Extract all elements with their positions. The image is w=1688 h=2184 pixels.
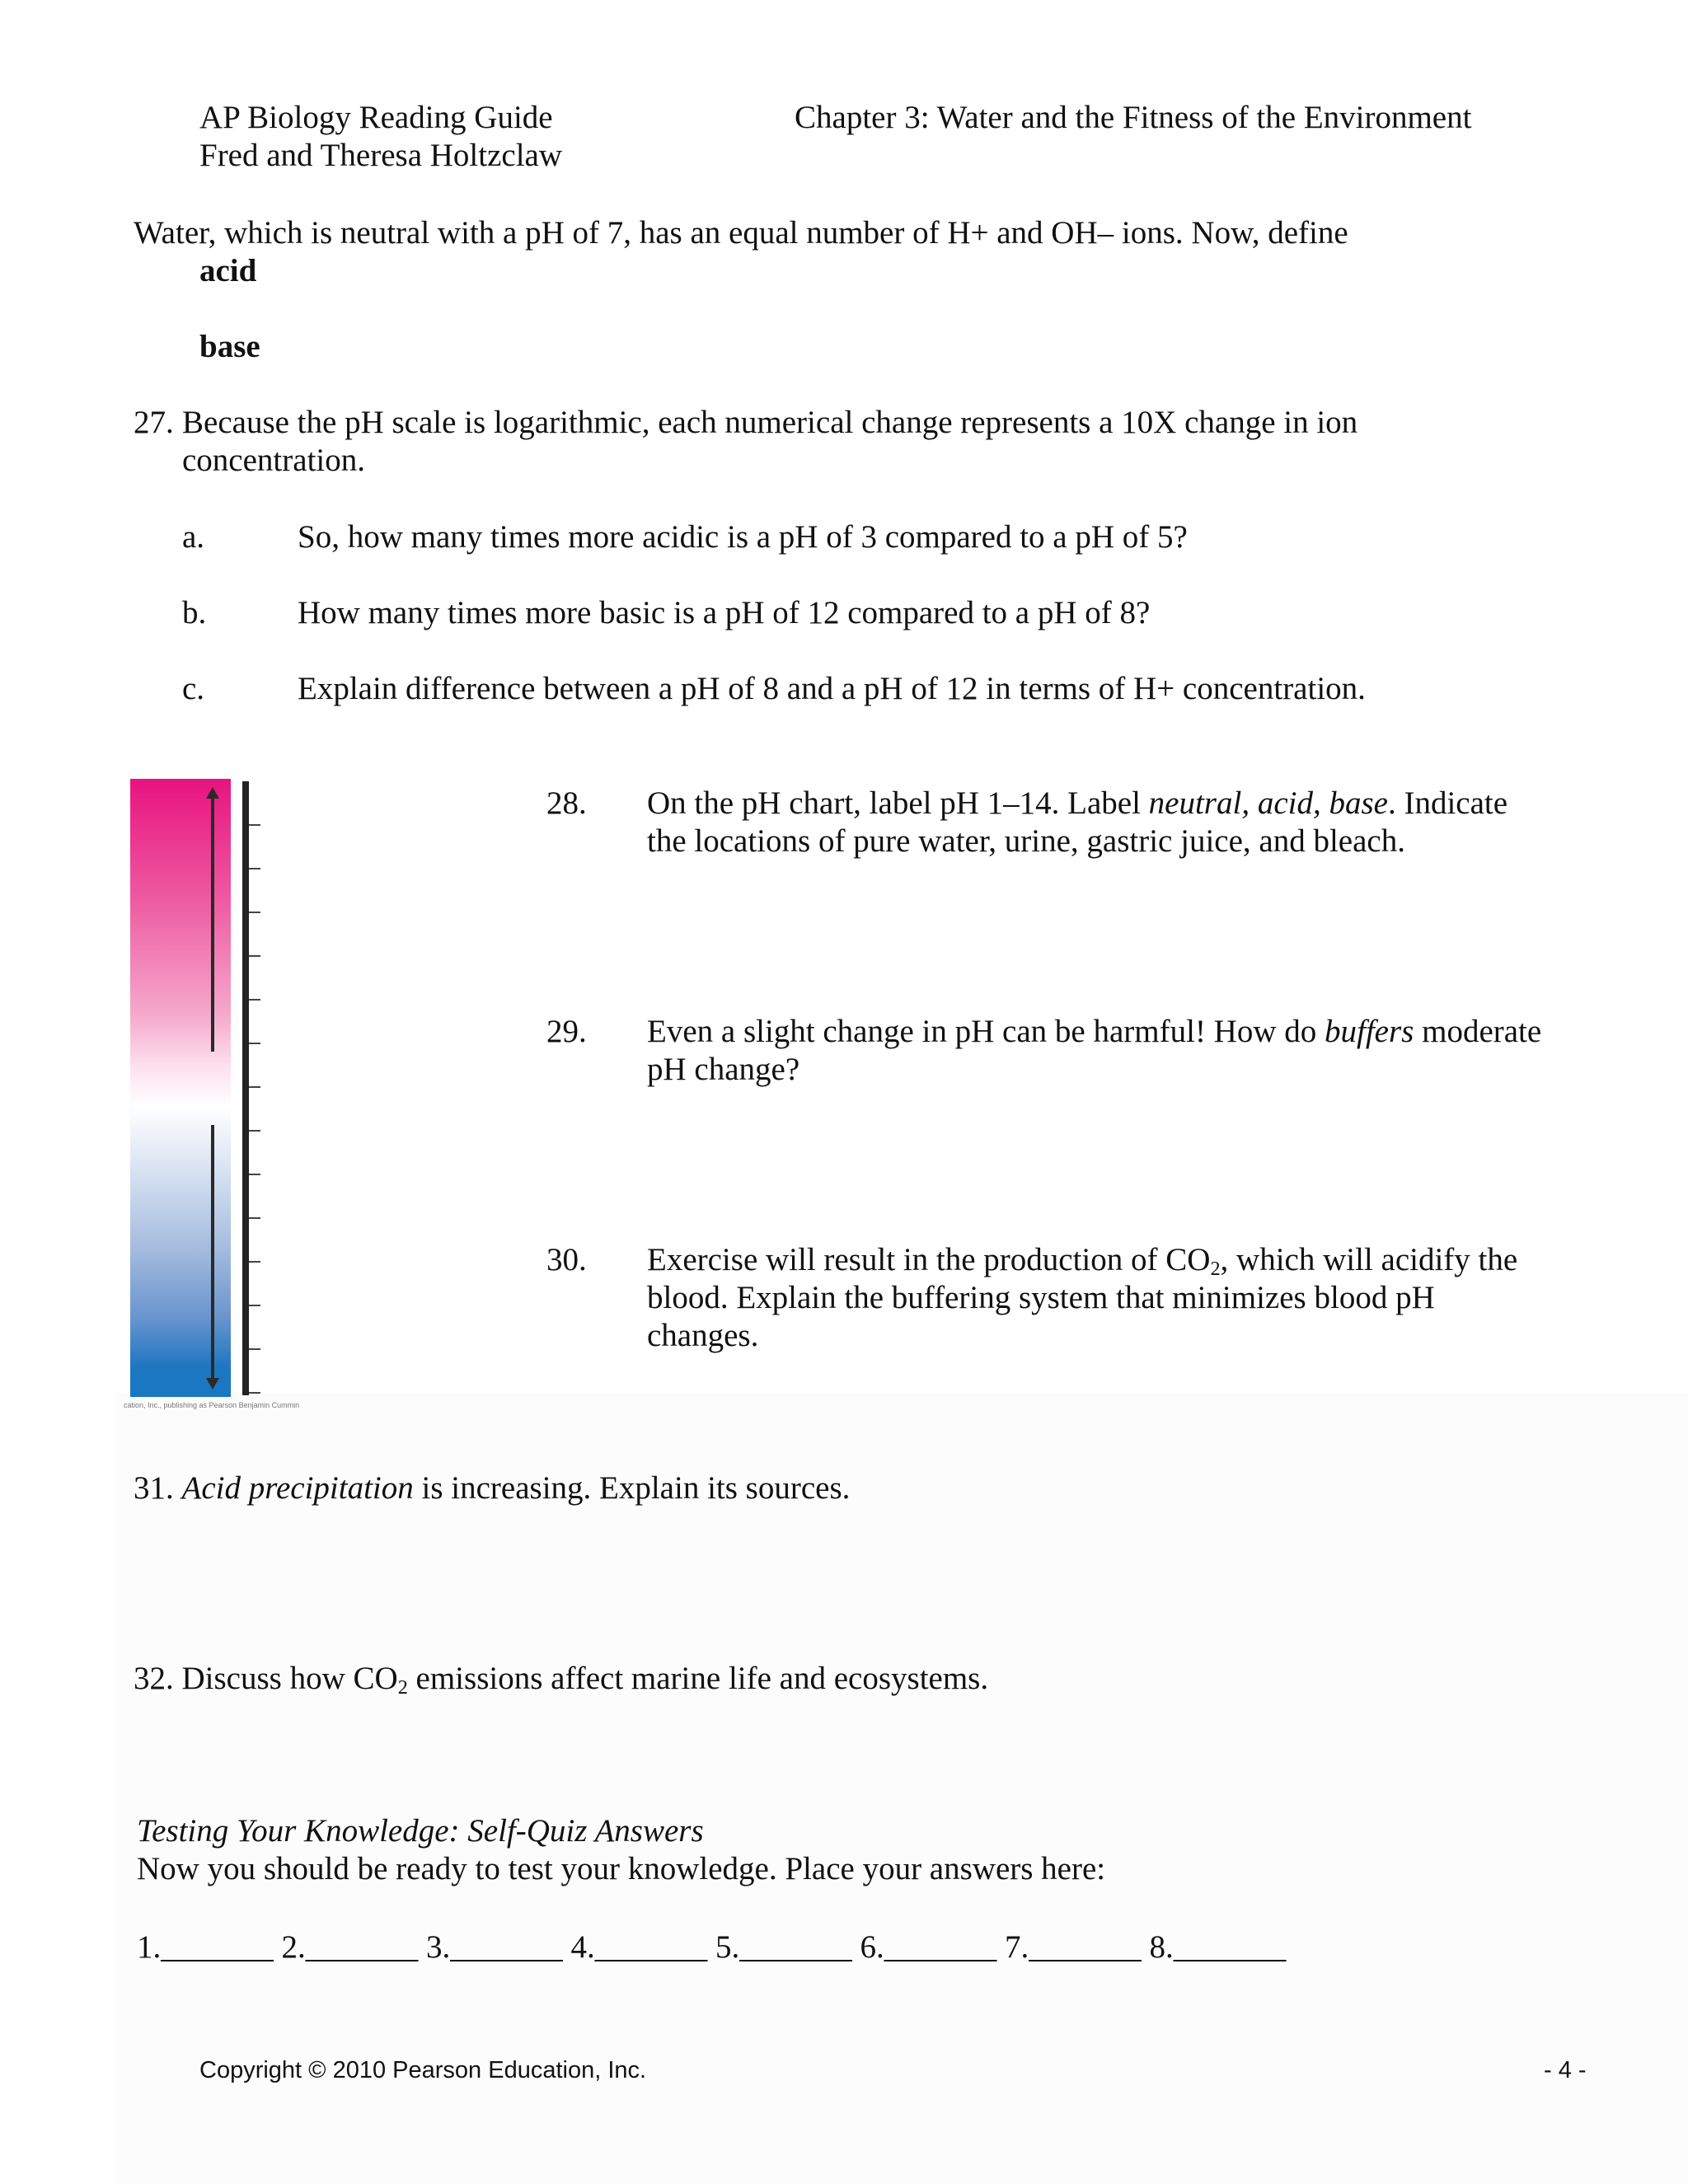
ph-tick (249, 1261, 260, 1263)
q28-number: 28. (546, 785, 587, 821)
q27c-text: Explain difference between a pH of 8 and a pH of 12 in terms of H+ concentration. (298, 671, 1366, 706)
ph-tick (249, 868, 260, 869)
q30-number: 30. (546, 1242, 587, 1277)
q27-text-line2: concentration. (182, 443, 365, 478)
q30-text-line2: blood. Explain the buffering system that minimizes blood pH (647, 1280, 1435, 1315)
term-acid: acid (199, 253, 257, 288)
term-base: base (199, 329, 260, 364)
header-course-title: AP Biology Reading Guide (199, 100, 553, 135)
base-arrow-shaft (211, 1125, 214, 1380)
self-quiz-instruction: Now you should be ready to test your knowledge. Place your answers here: (137, 1851, 1106, 1886)
q27-number: 27. (134, 405, 174, 440)
acid-arrow-shaft (211, 796, 214, 1052)
ph-color-bar (130, 779, 231, 1397)
header-authors: Fred and Theresa Holtzclaw (199, 138, 563, 173)
q27-text-line1: Because the pH scale is logarithmic, each numerical change represents a 10X change in ion (182, 405, 1358, 440)
q32-text: 32. Discuss how $CO_2$ emissions affect marine life and ecosystems. (134, 1661, 989, 1699)
self-quiz-title: Testing Your Knowledge: Self-Quiz Answers (137, 1813, 704, 1849)
q30-text-line3: changes. (647, 1318, 759, 1353)
q27b-label: b. (182, 595, 207, 630)
q29-number: 29. (546, 1014, 587, 1049)
header-chapter-title: Chapter 3: Water and the Fitness of the Environment (795, 100, 1472, 135)
ph-tick (249, 1130, 260, 1132)
q27a-text: So, how many times more acidic is a pH of 3 compared to a pH of 5? (298, 519, 1188, 555)
ph-tick (249, 999, 260, 1001)
figure-credit: cation, Inc., publishing as Pearson Benjamin Cummin (124, 1401, 300, 1409)
base-arrow-head (206, 1378, 219, 1390)
ph-tick (249, 1348, 260, 1350)
footer-page-number: - 4 - (1544, 2057, 1587, 2083)
ph-tick (249, 912, 260, 913)
ph-tick (249, 1392, 260, 1394)
ph-tick (249, 1043, 260, 1044)
acid-arrow-head (206, 787, 219, 799)
q29-text-line1: Even a slight change in pH can be harmful! How do buffers moderate (647, 1014, 1542, 1049)
q30-text-line1: Exercise will result in the production of $CO_2$, which will acidify the (647, 1242, 1518, 1281)
ph-tick (249, 824, 260, 826)
q29-text-line2: pH change? (647, 1052, 800, 1087)
ph-tick (249, 1305, 260, 1306)
ph-scale-line (242, 781, 249, 1395)
self-quiz-answer-blanks: 1._______ 2._______ 3._______ 4._______ 5._______ 6._______ 7._______ 8._______ (137, 1929, 1287, 1965)
q27b-text: How many times more basic is a pH of 12 compared to a pH of 8? (298, 595, 1151, 630)
footer-copyright: Copyright © 2010 Pearson Education, Inc. (199, 2057, 647, 2083)
q27c-label: c. (182, 671, 205, 706)
ph-tick (249, 1217, 260, 1219)
q31-text: 31. Acid precipitation is increasing. Explain its sources. (134, 1470, 851, 1506)
ph-tick (249, 1174, 260, 1175)
q27a-label: a. (182, 519, 205, 555)
q28-text-line2: the locations of pure water, urine, gastric juice, and bleach. (647, 823, 1405, 859)
ph-tick (249, 1086, 260, 1088)
ph-tick (249, 955, 260, 957)
intro-text: Water, which is neutral with a pH of 7, has an equal number of H+ and OH– ions. Now, define (134, 215, 1348, 251)
q28-text-line1: On the pH chart, label pH 1–14. Label neutral, acid, base. Indicate (647, 785, 1508, 821)
